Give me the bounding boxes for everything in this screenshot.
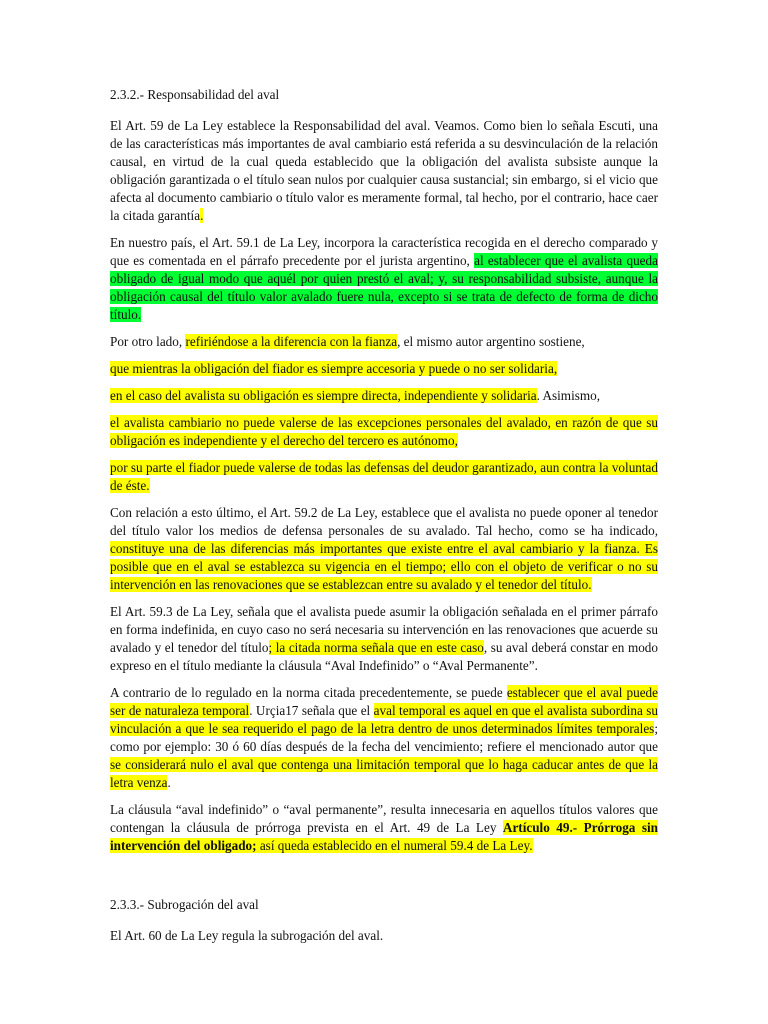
highlighted-text-green: al establecer que el avalista queda obligado de igual modo que aquél por quien prestó el aval; y, su responsabilidad subsiste, aunque la obligación causal del título valor avalado fuere nula, excepto si se trata de defecto de forma de dicho título. xyxy=(110,253,658,322)
paragraph-text: . Urçia17 señala que el xyxy=(249,703,374,718)
section-spacer xyxy=(110,864,658,896)
paragraph-text: El Art. 59.3 de La Ley, señala que el avalista puede asumir la obligación señalada en el primer párrafo en forma indefinida, en cuyo caso no será necesaria su intervención en las renovaciones que acuerde su avalado y el tenedor del título xyxy=(110,604,658,655)
section-heading: 2.3.3.- Subrogación del aval xyxy=(110,897,259,912)
highlighted-text: aval temporal es aquel en que el avalista subordina su vinculación a que le sea requerido el pago de la letra dentro de unos determinados límites temporales xyxy=(110,703,658,736)
highlighted-text: así queda establecido en el numeral 59.4 de La Ley. xyxy=(256,838,533,853)
paragraph xyxy=(110,333,658,351)
paragraph-text: . xyxy=(167,775,171,790)
paragraph-text: Con relación a esto último, el Art. 59.2 de La Ley, establece que el avalista no puede oponer al tenedor del título valor los medios de defensa personales de su avalado. Tal hecho, como se ha indicado, xyxy=(110,505,658,538)
paragraph xyxy=(110,801,658,855)
highlighted-text: el avalista cambiario no puede valerse de las excepciones personales del avalado, en razón de que su obligación es independiente y el derecho del tercero es autónomo, xyxy=(110,415,658,448)
highlighted-text: en el caso del avalista su obligación es siempre directa, independiente y solidaria xyxy=(110,388,537,403)
paragraph-text: En nuestro país, el Art. 59.1 de La Ley, incorpora la característica recogida en el derecho comparado y que es comentada en el párrafo precedente por el jurista argentino, xyxy=(110,235,658,268)
paragraph-text: El Art. 59 de La Ley establece la Responsabilidad del aval. Veamos. Como bien lo señala Escuti, una de las características más importantes de aval cambiario está referida a su desvinculación de la relación causal, en virtud de la cual queda establecido que la obligación del avalista subsiste aunque la obligación garantizada o el título sean nulos por cualquier causa sustancial; sin embargo, si el vicio que afecta al documento cambiario o título valor es meramente formal, tal hecho, por el contrario, hace caer la citada garantía xyxy=(110,118,658,223)
section-heading: 2.3.2.- Responsabilidad del aval xyxy=(110,87,280,102)
highlighted-text: constituye una de las diferencias más importantes que existe entre el aval cambiario y la fianza. Es posible que en el aval se establezca su vigencia en el tiempo; ello con el objeto de verificar o no su intervención en las renovaciones que se establezcan entre su avalado y el tenedor del título. xyxy=(110,541,658,592)
highlighted-text: establecer que el aval puede ser de naturaleza temporal xyxy=(110,685,658,718)
highlighted-bold-text: Artículo 49.- Prórroga sin intervención del obligado; xyxy=(110,820,658,853)
highlighted-text: . xyxy=(200,208,204,223)
paragraph xyxy=(110,927,658,945)
paragraph-text: ; como por ejemplo: 30 ó 60 días después de la fecha del vencimiento; refiere el mencionado autor que xyxy=(110,721,658,754)
paragraph xyxy=(110,117,658,225)
highlighted-text: refiriéndose a la diferencia con la fianza xyxy=(185,334,398,349)
highlighted-text: que mientras la obligación del fiador es siempre accesoria y puede o no ser solidaria, xyxy=(110,361,558,376)
paragraph-text: , el mismo autor argentino sostiene, xyxy=(397,334,585,349)
document-body xyxy=(110,86,658,954)
highlighted-text: por su parte el fiador puede valerse de todas las defensas del deudor garantizado, aun contra la voluntad de éste. xyxy=(110,460,658,493)
paragraph xyxy=(110,234,658,324)
paragraph xyxy=(110,387,658,405)
paragraph xyxy=(110,603,658,675)
paragraph xyxy=(110,504,658,594)
paragraph-text: , su aval deberá constar en modo expreso en el título mediante la cláusula “Aval Indefinido” o “Aval Permanente”. xyxy=(110,640,658,673)
paragraph xyxy=(110,684,658,792)
paragraph-text: A contrario de lo regulado en la norma citada precedentemente, se puede xyxy=(110,685,507,700)
highlighted-text: se considerará nulo el aval que contenga una limitación temporal que lo haga caducar antes de que la letra venza xyxy=(110,757,658,790)
paragraph xyxy=(110,360,658,378)
paragraph xyxy=(110,459,658,495)
highlighted-text: ; la citada norma señala que en este caso xyxy=(268,640,484,655)
paragraph-text: El Art. 60 de La Ley regula la subrogación del aval. xyxy=(110,928,384,943)
paragraph-text: . Asimismo, xyxy=(536,388,601,403)
paragraph-text: Por otro lado, xyxy=(110,334,186,349)
paragraph xyxy=(110,414,658,450)
paragraph-text: La cláusula “aval indefinido” o “aval permanente”, resulta innecesaria en aquellos títulos valores que contengan la cláusula de prórroga prevista en el Art. 49 de La Ley xyxy=(110,802,658,835)
